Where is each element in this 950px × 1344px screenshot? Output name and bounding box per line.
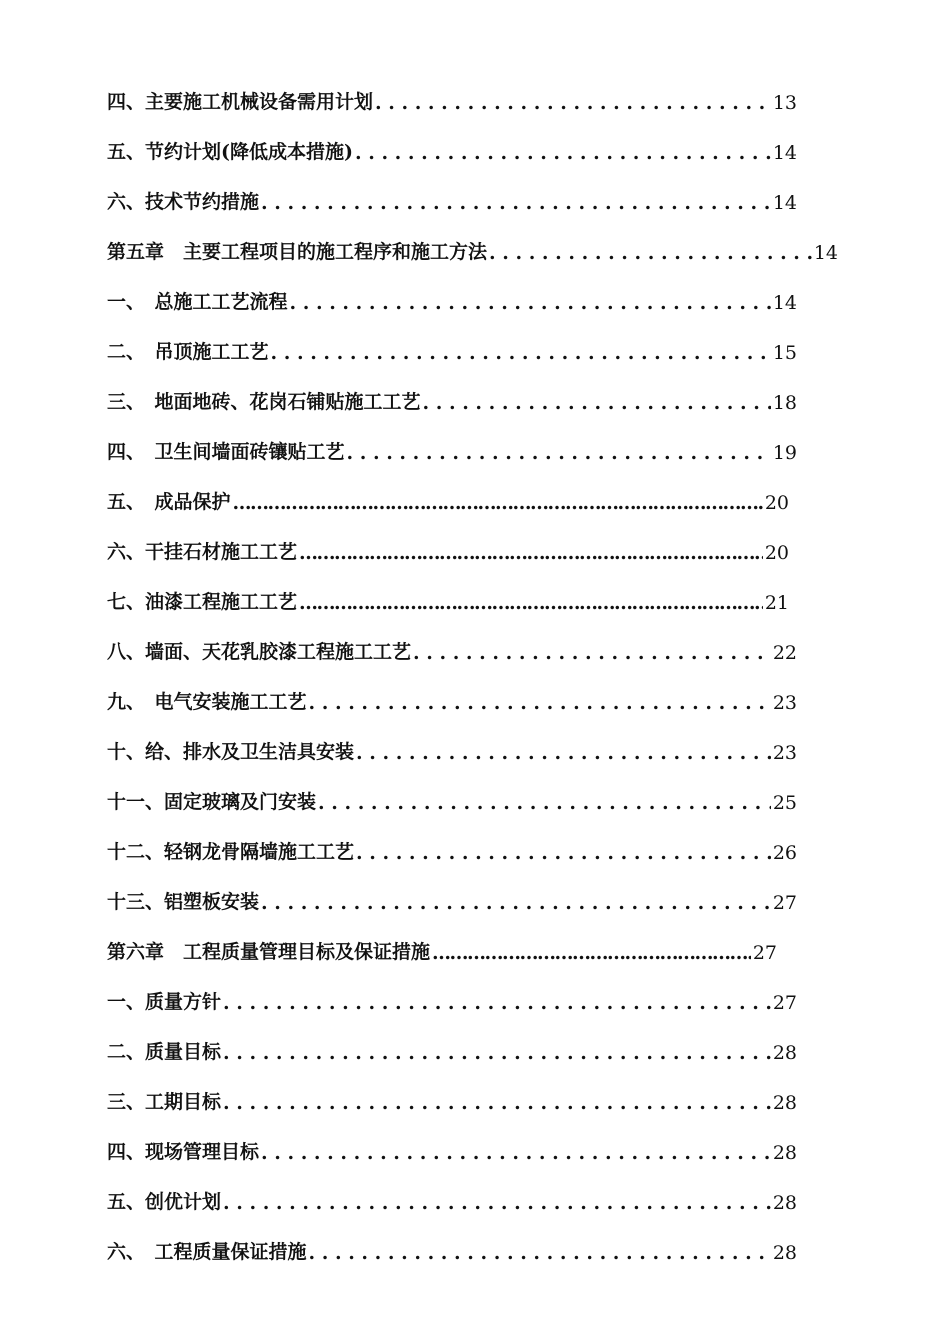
toc-entry-title: 第五章 主要工程项目的施工程序和施工方法 <box>107 241 488 263</box>
toc-chapter-entry[interactable] <box>107 934 777 964</box>
toc-entry-page: 28 <box>772 1242 797 1264</box>
toc-entry-title: 十三、铝塑板安装 <box>107 891 260 913</box>
toc-entry-title: 五、 成品保护 <box>107 491 231 513</box>
toc-dot-leader <box>356 842 771 864</box>
toc-entry-title: 八、墙面、天花乳胶漆工程施工工艺 <box>107 641 412 663</box>
toc-entry[interactable] <box>107 384 797 414</box>
toc-dot-leader <box>375 92 771 114</box>
toc-entry-page: 19 <box>772 442 797 464</box>
toc-entry-title: 六、干挂石材施工工艺 <box>107 541 298 563</box>
toc-dot-leader <box>223 992 771 1014</box>
toc-entry-title: 七、油漆工程施工工艺 <box>107 591 298 613</box>
toc-entry[interactable] <box>107 784 797 814</box>
toc-entry-title: 四、主要施工机械设备需用计划 <box>107 91 374 113</box>
toc-entry-page: 28 <box>772 1142 797 1164</box>
toc-entry[interactable] <box>107 1234 797 1264</box>
toc-ellipsis-leader <box>299 542 763 564</box>
toc-dot-leader <box>290 292 771 314</box>
toc-entry[interactable] <box>107 134 797 164</box>
toc-entry[interactable] <box>107 534 789 564</box>
toc-entry-page: 21 <box>764 592 789 614</box>
toc-dot-leader <box>223 1192 771 1214</box>
toc-dot-leader <box>223 1042 771 1064</box>
toc-dot-leader <box>318 792 771 814</box>
toc-entry[interactable] <box>107 734 797 764</box>
toc-entry[interactable] <box>107 334 797 364</box>
toc-entry-title: 二、质量目标 <box>107 1041 222 1063</box>
toc-entry-title: 一、 总施工工艺流程 <box>107 291 288 313</box>
toc-entry[interactable] <box>107 984 797 1014</box>
toc-entry[interactable] <box>107 484 789 514</box>
toc-entry-page: 18 <box>772 392 797 414</box>
toc-dot-leader <box>271 342 771 364</box>
toc-dot-leader <box>261 892 771 914</box>
toc-entry-page: 14 <box>813 242 838 264</box>
toc-entry-page: 20 <box>764 492 789 514</box>
toc-entry[interactable] <box>107 1134 797 1164</box>
toc-dot-leader <box>261 192 771 214</box>
toc-entry-title: 十、给、排水及卫生洁具安装 <box>107 741 355 763</box>
toc-entry-page: 14 <box>772 142 797 164</box>
toc-entry[interactable] <box>107 634 797 664</box>
toc-entry-title: 十二、轻钢龙骨隔墙施工工艺 <box>107 841 355 863</box>
toc-entry-page: 25 <box>772 792 797 814</box>
toc-entry-page: 20 <box>764 542 789 564</box>
toc-entry[interactable] <box>107 684 797 714</box>
toc-entry-title: 五、节约计划(降低成本措施) <box>107 141 353 163</box>
toc-entry-page: 26 <box>772 842 797 864</box>
toc-entry-title: 三、 地面地砖、花岗石铺贴施工工艺 <box>107 391 421 413</box>
toc-entry-page: 27 <box>772 892 797 914</box>
toc-entry-title: 六、技术节约措施 <box>107 191 260 213</box>
toc-entry[interactable] <box>107 84 797 114</box>
toc-dot-leader <box>423 392 771 414</box>
toc-entry[interactable] <box>107 584 789 614</box>
toc-ellipsis-leader <box>432 942 751 964</box>
toc-dot-leader <box>413 642 771 664</box>
toc-entry-page: 28 <box>772 1092 797 1114</box>
toc-entry-title: 一、质量方针 <box>107 991 222 1013</box>
toc-entry-title: 六、 工程质量保证措施 <box>107 1241 307 1263</box>
toc-dot-leader <box>355 142 771 164</box>
toc-entry[interactable] <box>107 1034 797 1064</box>
toc-entry-title: 五、创优计划 <box>107 1191 222 1213</box>
toc-entry-page: 27 <box>752 942 777 964</box>
toc-entry-page: 27 <box>772 992 797 1014</box>
toc-entry-title: 十一、固定玻璃及门安装 <box>107 791 317 813</box>
toc-dot-leader <box>356 742 771 764</box>
toc-entry-page: 15 <box>772 342 797 364</box>
toc-dot-leader <box>347 442 771 464</box>
toc-entry-title: 四、现场管理目标 <box>107 1141 260 1163</box>
toc-ellipsis-leader <box>233 492 763 514</box>
toc-entry[interactable] <box>107 884 797 914</box>
toc-dot-leader <box>261 1142 771 1164</box>
toc-entry-page: 14 <box>772 292 797 314</box>
toc-entry[interactable] <box>107 834 797 864</box>
toc-entry-title: 四、 卫生间墙面砖镶贴工艺 <box>107 441 345 463</box>
toc-dot-leader <box>309 1242 771 1264</box>
toc-entry-page: 14 <box>772 192 797 214</box>
toc-entry-title: 九、 电气安装施工工艺 <box>107 691 307 713</box>
toc-dot-leader <box>309 692 771 714</box>
toc-entry[interactable] <box>107 1184 797 1214</box>
toc-entry-page: 13 <box>772 92 797 114</box>
toc-entry-page: 23 <box>772 742 797 764</box>
toc-entry-title: 三、工期目标 <box>107 1091 222 1113</box>
toc-entry-page: 28 <box>772 1192 797 1214</box>
toc-entry-page: 23 <box>772 692 797 714</box>
toc-entry-page: 28 <box>772 1042 797 1064</box>
toc-chapter-entry[interactable] <box>107 234 838 264</box>
toc-entry[interactable] <box>107 284 797 314</box>
toc-dot-leader <box>489 242 812 264</box>
toc-entry[interactable] <box>107 1084 797 1114</box>
toc-ellipsis-leader <box>299 592 763 614</box>
toc-entry-page: 22 <box>772 642 797 664</box>
toc-entry[interactable] <box>107 434 797 464</box>
toc-entry[interactable] <box>107 184 797 214</box>
toc-entry-title: 二、 吊顶施工工艺 <box>107 341 269 363</box>
toc-dot-leader <box>223 1092 771 1114</box>
toc-entry-title: 第六章 工程质量管理目标及保证措施 <box>107 941 431 963</box>
